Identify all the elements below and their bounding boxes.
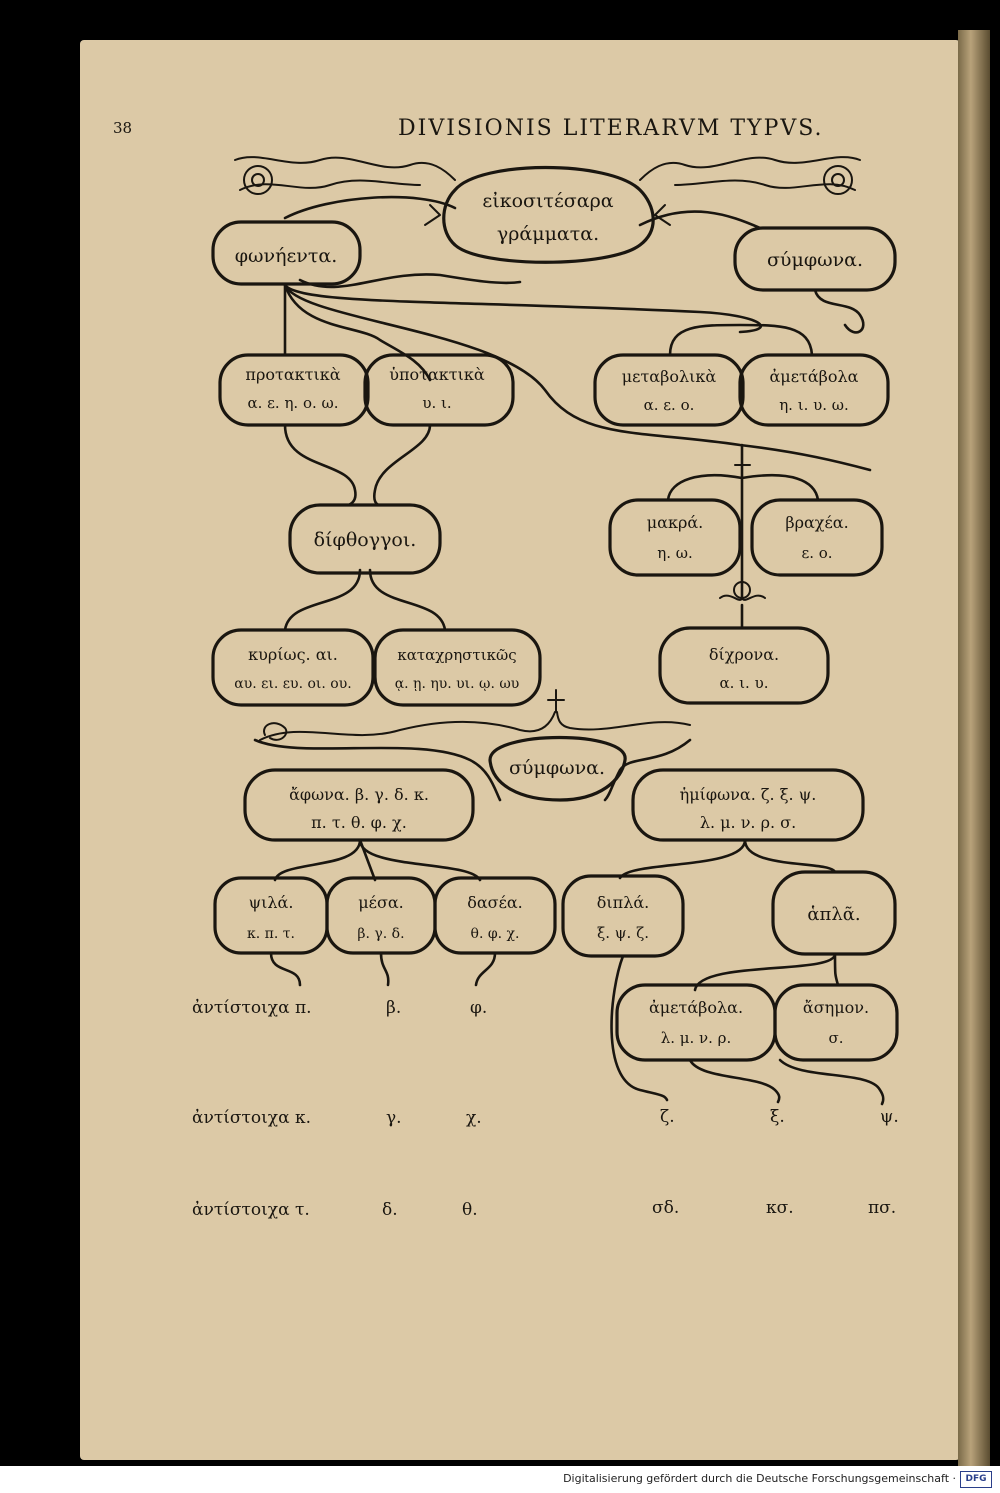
double-label: διπλά.: [596, 893, 650, 912]
prepositive-label: προτακτικὰ: [245, 365, 341, 384]
liquids-letters: λ. μ. ν. ρ.: [660, 1029, 732, 1047]
consonants-mid-label: σύμφωνα.: [508, 757, 606, 779]
connectors-mutes: [275, 840, 835, 880]
mutes-line-2: π. τ. θ. φ. χ.: [311, 813, 407, 832]
mutable-label: μεταβολικὰ: [621, 367, 717, 386]
node-double: [563, 876, 683, 956]
corr-row-1-label: ἀντίστοιχα π.: [192, 998, 312, 1018]
long-label: μακρά.: [646, 513, 704, 532]
corr-row-3-label: ἀντίστοιχα τ.: [192, 1200, 310, 1220]
dfg-logo: DFG: [960, 1471, 992, 1488]
connectors-lower: [271, 953, 883, 1104]
immutable-label: ἀμετάβολα: [769, 367, 859, 386]
sibilant-label: ἄσημον.: [802, 998, 870, 1017]
corr-row-1-b: φ.: [470, 998, 488, 1018]
double-letters: ξ. ψ. ζ.: [597, 924, 649, 942]
node-long: [610, 500, 740, 575]
double-bottom-sd: σδ.: [652, 1198, 680, 1218]
corr-row-3-b: θ.: [462, 1200, 478, 1220]
correspondence-table: [192, 998, 899, 1220]
sibilant-letters: σ.: [828, 1029, 844, 1047]
page-title: DIVISIONIS LITERARVM TYPVS.: [398, 116, 824, 141]
middle-label: μέσα.: [358, 893, 404, 912]
root-node: [444, 168, 653, 263]
proper-letters: αυ. ει. ευ. οι. ου.: [234, 676, 352, 692]
node-short: [752, 500, 882, 575]
rough-letters: θ. φ. χ.: [470, 926, 520, 942]
mutes-line-1: ἄφωνα. β. γ. δ. κ.: [289, 785, 429, 804]
semivowels-line-2: λ. μ. ν. ρ. σ.: [699, 813, 797, 832]
connectors-quantity: [668, 445, 818, 628]
node-immutable: [740, 355, 888, 425]
consonants-top-label: σύμφωνα.: [766, 249, 864, 271]
rough-label: δασέα.: [467, 893, 523, 912]
postpositive-letters: υ. ι.: [422, 394, 452, 412]
root-label-2: γράμματα.: [496, 223, 600, 245]
corr-row-2-b: χ.: [466, 1108, 482, 1128]
double-bottom-ks: κσ.: [766, 1198, 794, 1218]
corr-row-2-a: γ.: [386, 1108, 402, 1128]
immutable-letters: η. ι. υ. ω.: [779, 396, 849, 414]
long-letters: η. ω.: [657, 544, 693, 562]
node-proper: [213, 630, 373, 705]
node-mutable: [595, 355, 743, 425]
double-bottom-ps: πσ.: [868, 1198, 897, 1218]
dichrona-letters: α. ι. υ.: [719, 674, 769, 692]
connectors-diphthongs: [285, 425, 445, 630]
vowels-label: φωνήεντα.: [234, 245, 338, 267]
mutable-letters: α. ε. ο.: [643, 396, 695, 414]
proper-label: κυρίως. αι.: [248, 645, 338, 664]
dichrona-label: δίχρονα.: [708, 645, 780, 664]
short-letters: ε. ο.: [801, 544, 833, 562]
footer-text: Digitalisierung gefördert durch die Deutsche Forschungsgemeinschaft ·: [563, 1472, 956, 1485]
corr-row-2-label: ἀντίστοιχα κ.: [192, 1108, 312, 1128]
footer-bar: [0, 1466, 1000, 1493]
node-sibilant: [775, 985, 897, 1060]
double-top-psi: ψ.: [880, 1107, 899, 1127]
node-improper: [375, 630, 540, 705]
middle-letters: β. γ. δ.: [357, 926, 405, 942]
short-label: βραχέα.: [785, 513, 849, 532]
semivowels-line-1: ἡμίφωνα. ζ. ξ. ψ.: [679, 785, 817, 804]
liquids-label: ἀμετάβολα.: [648, 998, 744, 1017]
simple-label: ἁπλᾶ.: [807, 904, 861, 925]
improper-label: καταχρηστικῶς: [397, 646, 517, 664]
double-top-zeta: ζ.: [660, 1107, 675, 1127]
prepositive-letters: α. ε. η. ο. ω.: [247, 394, 339, 412]
smooth-letters: κ. π. τ.: [247, 926, 295, 942]
page-number: 38: [113, 119, 133, 137]
improper-letters: ᾳ. ῃ. ηυ. υι. ῳ. ωυ: [394, 676, 520, 692]
root-label-1: εἰκοσιτέσαρα: [482, 190, 614, 212]
node-liquids: [617, 985, 775, 1060]
corr-row-1-a: β.: [386, 998, 402, 1018]
diphthongs-label: δίφθογγοι.: [313, 529, 417, 551]
smooth-label: ψιλά.: [248, 893, 294, 912]
corr-row-3-a: δ.: [382, 1200, 398, 1220]
double-top-xi: ξ.: [770, 1107, 785, 1127]
postpositive-label: ὑποτακτικὰ: [389, 365, 485, 384]
